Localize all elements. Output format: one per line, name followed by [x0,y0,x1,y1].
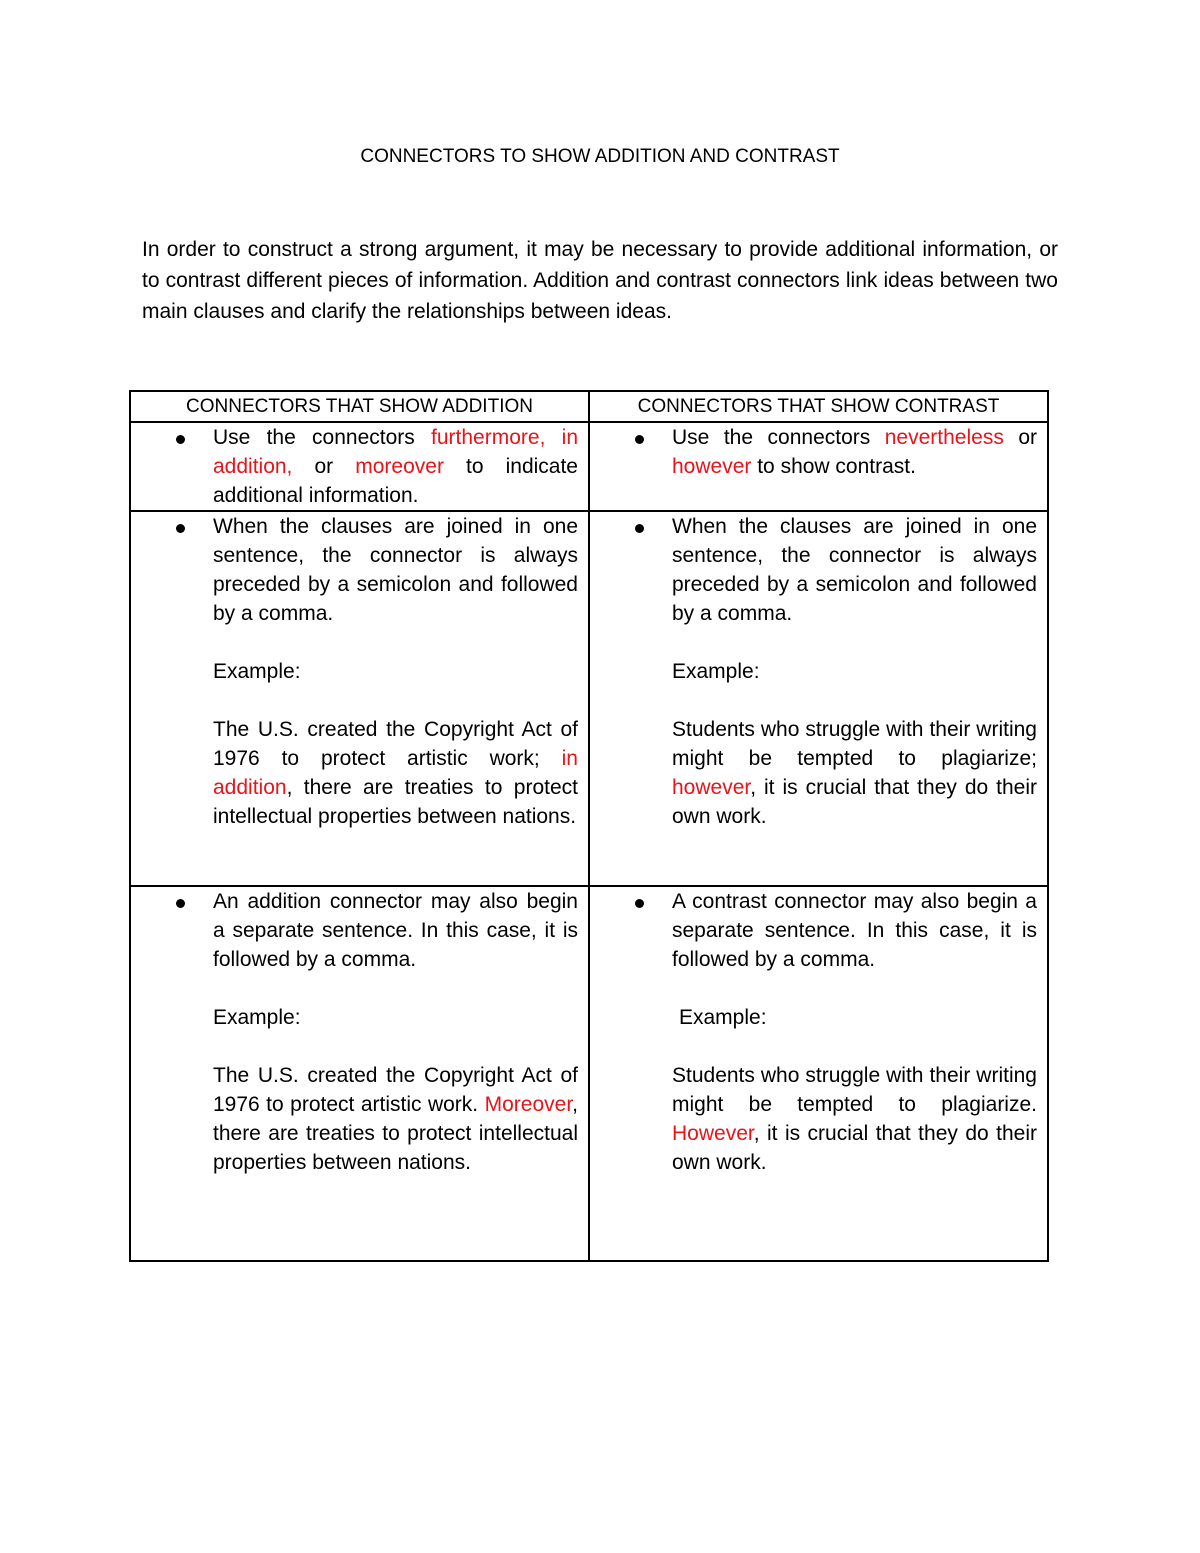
example-label: Example: [213,1006,301,1029]
cell-addition-2 [130,511,589,886]
text-run: to indicate additional information. [213,455,578,507]
example-text [672,715,1037,831]
bullet-icon [635,435,644,444]
connector-highlight: nevertheless [884,426,1004,449]
example-label: Example: [213,660,301,683]
bullet-item [131,423,588,510]
cell-addition-3 [130,886,589,1261]
connector-highlight: moreover [355,455,444,478]
table-row [130,422,1048,511]
text-run: to show contrast. [751,455,916,478]
text-run: Use the connectors [672,426,885,449]
bullet-item [590,887,1047,1177]
cell-addition-1 [130,422,589,511]
rule-text: When the clauses are joined in one sentence, the connector is always preceded by a semicolon and followed by a comma. [213,515,578,625]
text-run: , it is crucial that they do their own work. [672,1122,1037,1174]
rule-text [213,423,578,510]
text-run: Students who struggle with their writing might be tempted to plagiarize. [672,1064,1037,1116]
cell-contrast-1 [589,422,1048,511]
cell-contrast-3 [589,886,1048,1261]
header-addition: CONNECTORS THAT SHOW ADDITION [130,391,589,422]
connector-highlight: however [672,455,752,478]
connector-highlight: however [672,776,751,799]
bullet-item [590,423,1047,481]
text-run: , it is crucial that they do their own work. [672,776,1037,828]
header-contrast: CONNECTORS THAT SHOW CONTRAST [589,391,1048,422]
bullet-icon [635,899,644,908]
text-run: or [292,455,356,478]
bullet-item [131,512,588,831]
bullet-icon [176,435,185,444]
connectors-table [129,390,1049,1262]
table-row [130,511,1048,886]
cell-contrast-2 [589,511,1048,886]
text-run: Use the connectors [213,426,432,449]
bullet-icon [635,524,644,533]
rule-text: An addition connector may also begin a separate sentence. In this case, it is followed by a comma. [213,890,578,971]
example-text [213,1061,578,1177]
text-run: Students who struggle with their writing might be tempted to plagiarize; [672,718,1037,770]
table-row [130,886,1048,1261]
connector-highlight: However [672,1122,754,1145]
connector-highlight: Moreover [484,1093,573,1116]
page-title: CONNECTORS TO SHOW ADDITION AND CONTRAST [360,146,840,167]
example-text [213,715,578,831]
table-header-row [130,391,1048,422]
bullet-item [131,887,588,1177]
example-label: Example: [672,660,760,683]
connector-highlight: furthermore, in addition, [213,426,579,478]
connector-highlight: in addition [213,747,578,799]
text-run: or [1003,426,1037,449]
rule-text: When the clauses are joined in one sentence, the connector is always preceded by a semicolon and followed by a comma. [672,515,1037,625]
intro-paragraph: In order to construct a strong argument, it may be necessary to provide additional information, or to contrast different pieces of information. Addition and contrast connectors link ideas between two main clauses and clarify the relationships between ideas. [142,238,1058,323]
rule-text [672,423,1037,481]
example-label: Example: [679,1006,767,1029]
bullet-icon [176,524,185,533]
text-run: The U.S. created the Copyright Act of 1976 to protect artistic work; [213,718,578,770]
example-text [672,1061,1037,1177]
text-run: The U.S. created the Copyright Act of 1976 to protect artistic work. [213,1064,578,1116]
rule-text: A contrast connector may also begin a separate sentence. In this case, it is followed by a comma. [672,890,1037,971]
text-run: , there are treaties to protect intellectual properties between nations. [213,776,578,828]
text-run: , there are treaties to protect intellectual properties between nations. [213,1093,578,1174]
bullet-item [590,512,1047,831]
bullet-icon [176,899,185,908]
